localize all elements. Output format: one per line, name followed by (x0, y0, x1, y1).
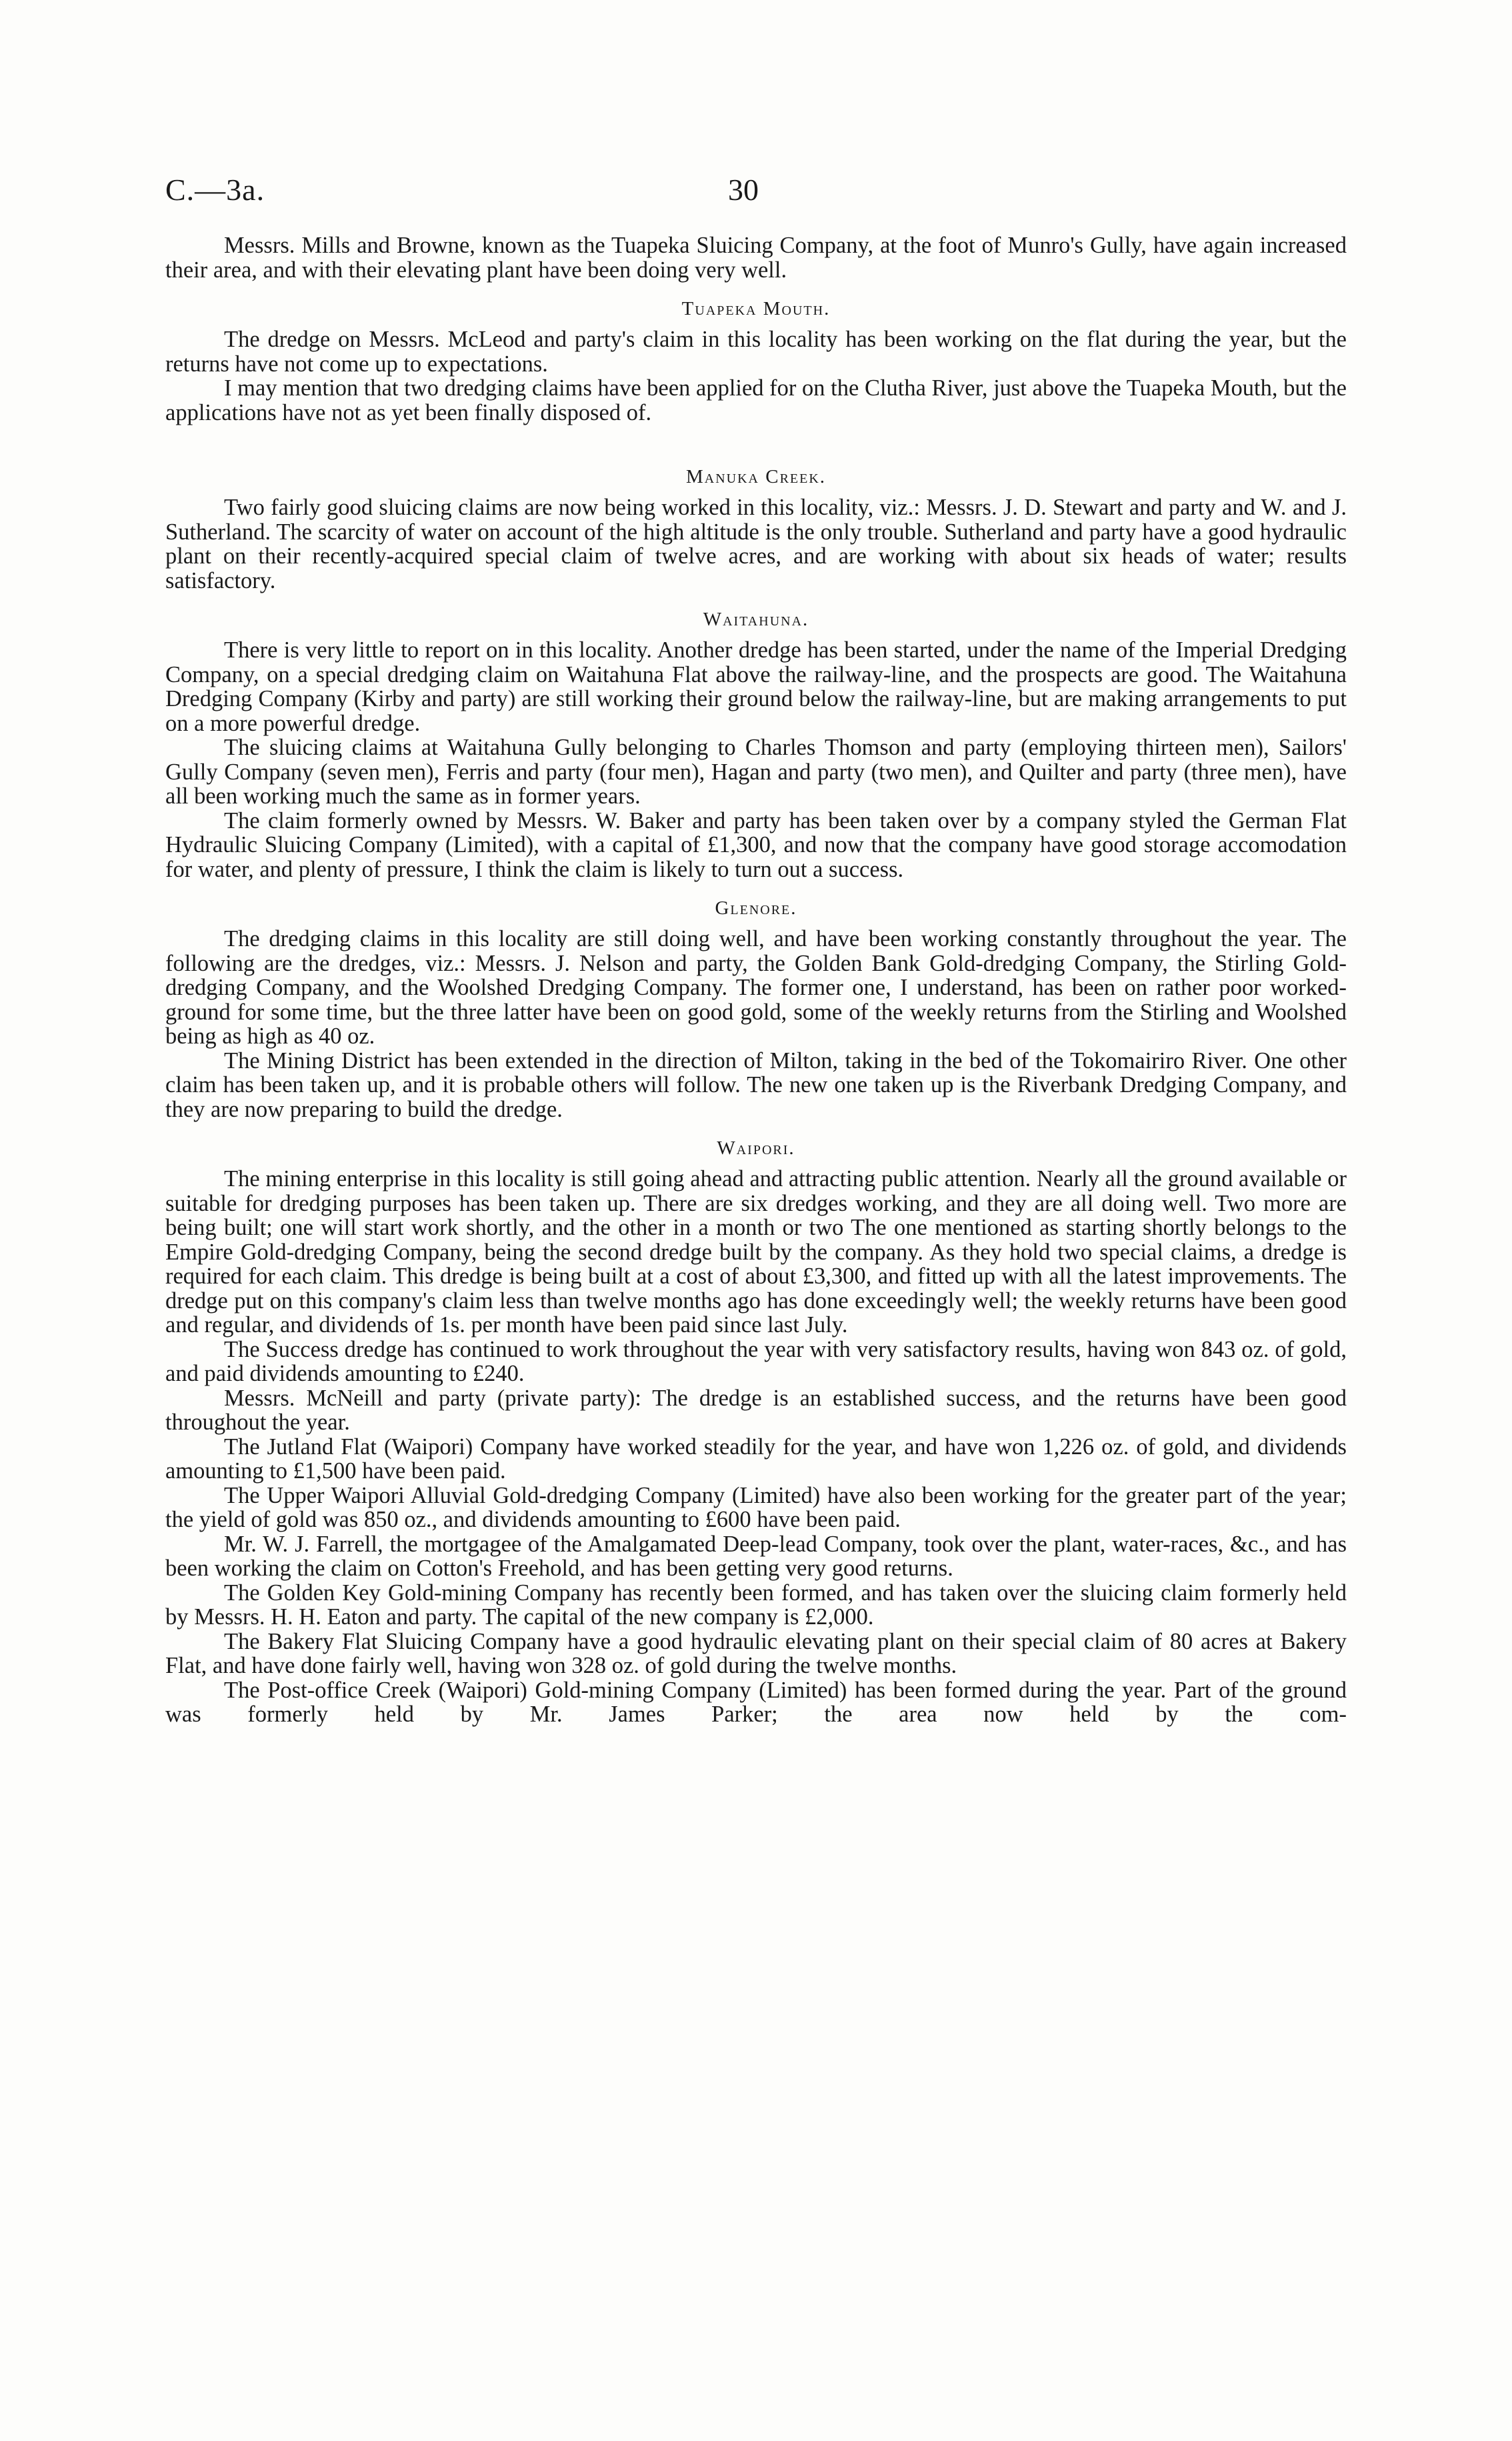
paragraph: Mr. W. J. Farrell, the mortgagee of the Amalgamated Deep-lead Company, took over the plant, water-races, &c., and has been working the claim on Cotton's Freehold, and has been getting very good returns. (165, 1531, 1347, 1581)
paragraph: The Golden Key Gold-mining Company has recently been formed, and has taken over the sluicing claim formerly held by Messrs. H. H. Eaton and party. The capital of the new company is £2,000. (165, 1580, 1347, 1630)
paragraph: The Mining District has been extended in the direction of Milton, taking in the bed of the Tokomairiro River. One other claim has been taken up, and it is probable others will follow. The new one taken up is the Riverbank Dredging Company, and they are now preparing to build the dredge. (165, 1047, 1347, 1122)
paragraph: The dredging claims in this locality are still doing well, and have been working constantly throughout the year. The following are the dredges, viz.: Messrs. J. Nelson and party, the Golden Bank Gold-dredging Company, the Stirling Gold-dredging Company, and the Woolshed Dredging Company. The former one, I understand, has been on rather poor worked-ground for some time, but the three latter have been on good gold, some of the weekly returns from the Stirling and Woolshed being as high as 40 oz. (165, 926, 1347, 1049)
paragraph: The claim formerly owned by Messrs. W. Baker and party has been taken over by a company styled the German Flat Hydraulic Sluicing Company (Limited), with a capital of £1,300, and now that the company have good storage accomodation for water, and plenty of pressure, I think the claim is likely to turn out a success. (165, 807, 1347, 882)
paragraph: Messrs. McNeill and party (private party): The dredge is an established success, and the returns have been good throughout the year. (165, 1385, 1347, 1435)
paragraph: The sluicing claims at Waitahuna Gully belonging to Charles Thomson and party (employing thirteen men), Sailors' Gully Company (seven men), Ferris and party (four men), Hagan and party (two men), and Quilter and party (three men), have all been working much the same as in former years. (165, 735, 1347, 809)
paragraph: There is very little to report on in this locality. Another dredge has been started, under the name of the Imperial Dredging Company, on a special dredging claim on Waitahuna Flat above the railway-line, and the prospects are good. The Waitahuna Dredging Company (Kirby and party) are still working their ground below the railway-line, but are making arrangements to put on a more powerful dredge. (165, 637, 1347, 736)
paragraph: Messrs. Mills and Browne, known as the Tuapeka Sluicing Company, at the foot of Munro's Gully, have again increased their area, and with their elevating plant have been doing very well. (165, 233, 1347, 283)
section-heading-glenore: Glenore. (715, 897, 797, 919)
page-header (165, 172, 1347, 212)
paragraph: Two fairly good sluicing claims are now being worked in this locality, viz.: Messrs. J. D. Stewart and party and W. and J. Sutherland. The scarcity of water on account of the high altitude is the only trouble. Sutherland and party have a good hydraulic plant on their recently-acquired special claim of twelve acres, and are working with about six heads of water; results satisfactory. (165, 495, 1347, 593)
paragraph: The Upper Waipori Alluvial Gold-dredging Company (Limited) have also been working for the greater part of the year; the yield of gold was 850 oz., and dividends amounting to £600 have been paid. (165, 1482, 1347, 1532)
section-heading-manuka-creek: Manuka Creek. (685, 466, 827, 487)
paragraph: The mining enterprise in this locality is still going ahead and attracting public attention. Nearly all the ground available or suitable for dredging purposes has been taken up. There are six dredges working, and they are all doing well. Two more are being built; one will start work shortly, and the other in a month or two The one mentioned as starting shortly belongs to the Empire Gold-dredging Company, being the second dredge built by the company. As they hold two special claims, a dredge is required for each claim. This dredge is being built at a cost of about £3,300, and fitted up with all the latest improvements. The dredge put on this company's claim less than twelve months ago has done exceedingly well; the weekly returns have been good and regular, and dividends of 1s. per month have been paid since last July. (165, 1166, 1347, 1338)
paragraph: The Bakery Flat Sluicing Company have a good hydraulic elevating plant on their special claim of 80 acres at Bakery Flat, and have done fairly well, having won 328 oz. of gold during the twelve months. (165, 1628, 1347, 1678)
page-number: 30 (728, 173, 759, 207)
paragraph: The dredge on Messrs. McLeod and party's claim in this locality has been working on the flat during the year, but the returns have not come up to expectations. (165, 327, 1347, 377)
paragraph: The Jutland Flat (Waipori) Company have worked steadily for the year, and have won 1,226 oz. of gold, and dividends amounting to £1,500 have been paid. (165, 1434, 1347, 1484)
section-heading-tuapeka-mouth: Tuapeka Mouth. (681, 298, 831, 319)
document-reference: C.—3a. (165, 173, 265, 207)
document-body (165, 233, 1347, 1727)
section-heading-waitahuna: Waitahuna. (703, 609, 809, 630)
section-heading-waipori: Waipori. (717, 1137, 795, 1159)
paragraph: The Post-office Creek (Waipori) Gold-mining Company (Limited) has been formed during the year. Part of the ground was formerly held by Mr. James Parker; the area now held by the com- (165, 1677, 1347, 1727)
paragraph: I may mention that two dredging claims have been applied for on the Clutha River, just above the Tuapeka Mouth, but the applications have not as yet been finally disposed of. (165, 375, 1347, 425)
paragraph: The Success dredge has continued to work throughout the year with very satisfactory results, having won 843 oz. of gold, and paid dividends amounting to £240. (165, 1336, 1347, 1386)
